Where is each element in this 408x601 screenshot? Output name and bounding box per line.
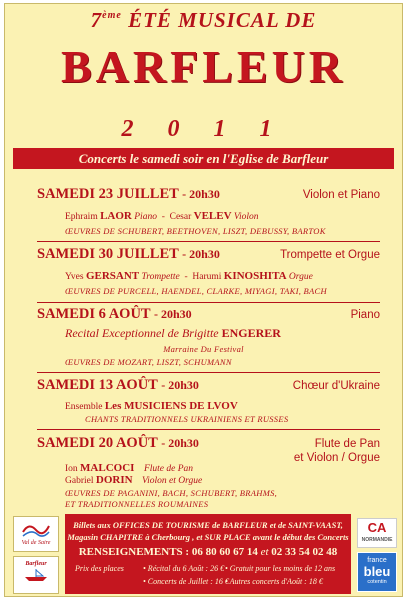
concert-genre: Flute de Pan [314, 438, 380, 450]
concert-date: SAMEDI 13 AOÛT - 20h30 [37, 377, 199, 393]
town-title: BARFLEUR [60, 41, 347, 92]
divider [37, 302, 380, 303]
price-item: • Récital du 6 Août : 26 € [143, 564, 225, 573]
performers: Yves GERSANT Trompette - Harumi KINOSHITA Orgue [65, 270, 313, 282]
partner-logos-right [357, 518, 399, 594]
barfleur-logo: Barfleur [13, 556, 59, 594]
recital-line: Recital Exceptionnel de Brigitte ENGERER [65, 326, 281, 340]
edition-suffix: ème [102, 10, 122, 21]
price-item: • Autres concerts d'Août : 18 € [225, 577, 323, 586]
price-item: • Gratuit pour les moins de 12 ans [225, 564, 336, 573]
price-item: • Concerts de Juillet : 16 € [143, 577, 229, 586]
works: ŒUVRES DE PURCELL, HAENDEL, CLARKE, MIYAGI, TAKI, BACH [65, 286, 327, 296]
concert-date: SAMEDI 6 AOÛT - 20h30 [37, 306, 192, 322]
marraine: Marraine Du Festival [163, 344, 244, 354]
ensemble: Ensemble Les MUSICIENS DE LVOV [65, 400, 238, 412]
performer: Ion MALCOCI Flute de Pan [65, 462, 194, 474]
performer: Gabriel DORIN Violon et Orgue [65, 474, 203, 486]
performers: Ephraim LAOR Piano - Cesar VELEV Violon [65, 210, 259, 222]
boat-icon [21, 567, 51, 583]
concert-date: SAMEDI 20 AOÛT - 20h30 [37, 435, 199, 451]
divider [37, 241, 380, 242]
festival-heading [5, 8, 402, 33]
year: 2 0 1 1 [121, 116, 286, 142]
val-de-saire-logo: Val de Saire [13, 516, 59, 552]
france-bleu-logo: france bleu cotentin [357, 552, 397, 592]
works: ŒUVRES DE PAGANINI, BACH, SCHUBERT, BRAHMS, [65, 488, 278, 498]
divider [37, 372, 380, 373]
works: ET TRADITIONNELLES ROUMAINES [65, 499, 209, 509]
partner-logos-left [13, 516, 59, 594]
subtitle-band [13, 148, 394, 169]
edition-number: 7 [90, 8, 103, 32]
footer-band: Billets aux OFFICES DE TOURISME de BARFLEUR et de SAINT-VAAST, Magasin CHAPITRE à Cherbourg , et SUR PLACE avant le début des Concerts RENSEIGNEMENTS : 06 80 60 67 14 et 02 33 54 02 48 Prix des places • Récital du 6 Août : 26 € • Gratuit pour les moins de 12 ans • Concerts de Juillet : 16 € • Autres concerts d'Août : 18 € [65, 514, 351, 594]
works: ŒUVRES DE SCHUBERT, BEETHOVEN, LISZT, DEBUSSY, BARTOK [65, 226, 326, 236]
concert-genre: et Violon / Orgue [293, 452, 380, 464]
works: CHANTS TRADITIONNELS UKRAINIENS ET RUSSES [85, 414, 289, 424]
concert-genre: Chœur d'Ukraine [292, 380, 380, 392]
wave-icon [21, 520, 51, 538]
concert-genre: Trompette et Orgue [280, 249, 380, 261]
festival-name: ÉTÉ MUSICAL DE [128, 8, 317, 32]
prices-label: Prix des places [75, 564, 124, 573]
concert-date: SAMEDI 30 JUILLET - 20h30 [37, 246, 220, 262]
poster [4, 3, 403, 597]
subtitle: Concerts le samedi soir en l'Eglise de Barfleur [78, 151, 329, 166]
credit-agricole-logo: CA NORMANDIE [357, 518, 397, 548]
concert-genre: Piano [350, 309, 380, 321]
divider [37, 429, 380, 430]
works: ŒUVRES DE MOZART, LISZT, SCHUMANN [65, 357, 232, 367]
contact-line: RENSEIGNEMENTS : 06 80 60 67 14 et 02 33 54 02 48 [78, 546, 338, 558]
concert-genre: Violon et Piano [302, 189, 380, 201]
concert-date: SAMEDI 23 JUILLET - 20h30 [37, 186, 220, 202]
